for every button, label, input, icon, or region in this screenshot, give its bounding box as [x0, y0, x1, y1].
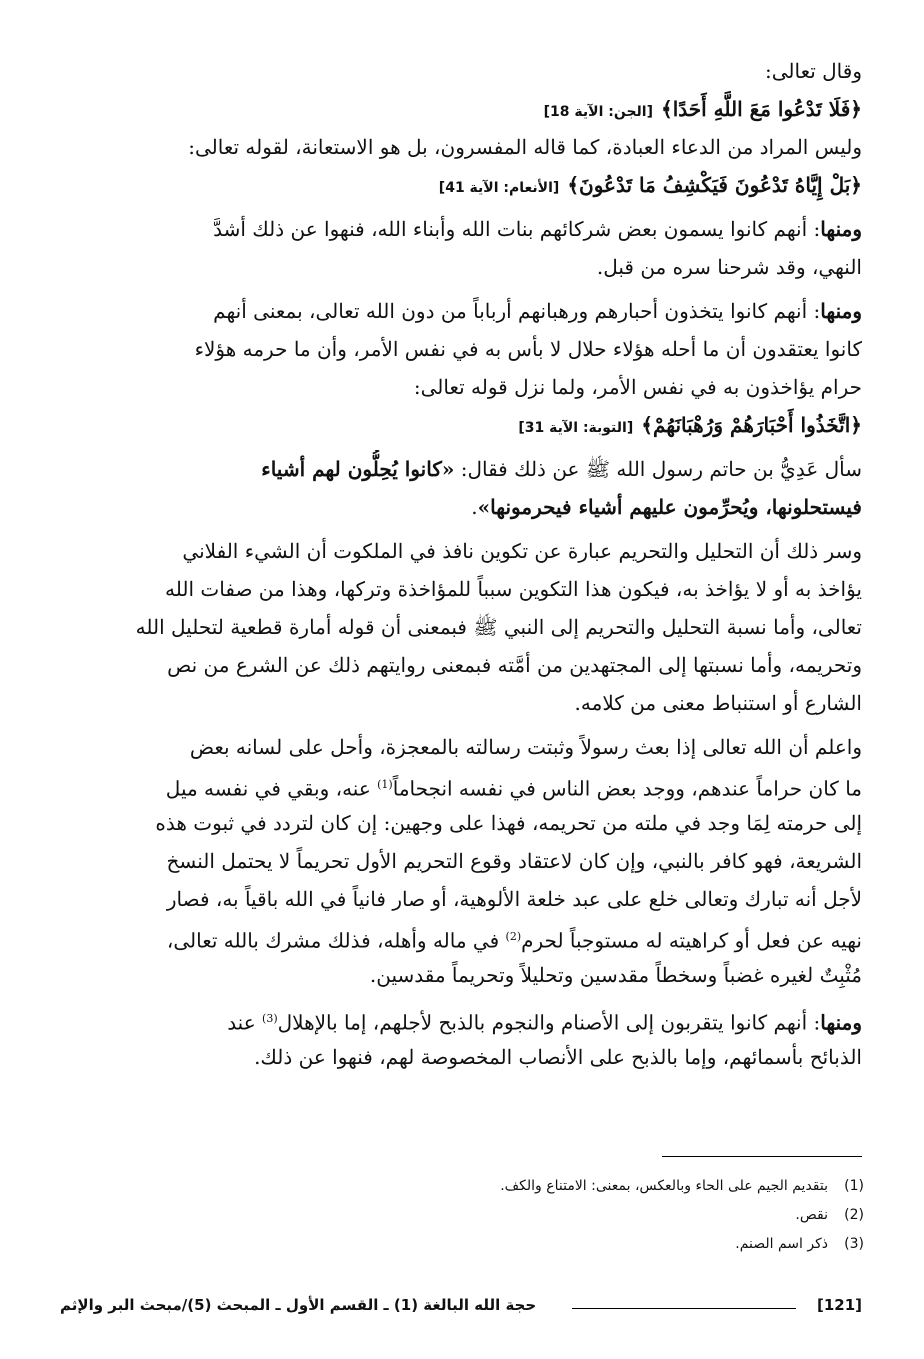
- text-segment: كانوا يعتقدون أن ما أحله هؤلاء حلال لا بأس به في نفس الأمر، وأن ما حرمه هؤلاء: [194, 337, 862, 361]
- text-segment: عنه، وبقي في نفسه ميل: [165, 776, 378, 801]
- footnote-marker: (2): [505, 930, 522, 943]
- text-line: [66, 918, 862, 956]
- text-segment: إلى حرمته لِمَا وجد في ملته من تحريمه، فهذا على وجهين: إن كان لتردد في ثبوت هذه: [155, 811, 862, 835]
- footnote-text: نقص.: [795, 1207, 828, 1223]
- text-segment: : أنهم كانوا يسمون بعض شركائهم بنات الله وأبناء الله، فنهوا عن ذلك أشدَّ: [213, 217, 821, 241]
- text-segment: في ماله وأهله، فذلك مشرك بالله تعالى،: [166, 928, 506, 953]
- text-segment: النهي، وقد شرحنا سره من قبل.: [596, 255, 862, 279]
- text-segment: «كانوا يُحِلُّون لهم أشياء: [261, 457, 455, 481]
- verse-reference: [الأنعام: الآية 41]: [438, 180, 560, 196]
- page-number: [121]: [816, 1296, 862, 1314]
- text-line: [66, 330, 862, 368]
- text-line: [66, 804, 862, 842]
- text-segment: وسر ذلك أن التحليل والتحريم عبارة عن تكوين نافذ في الملكوت أن الشيء الفلاني: [182, 539, 862, 563]
- section-lead: ومنها: [820, 217, 862, 241]
- text-line: [66, 532, 862, 570]
- text-line: [66, 292, 862, 330]
- text-segment: سأل عَدِيُّ بن حاتم رسول الله ﷺ عن ذلك فقال:: [454, 457, 862, 481]
- section-lead: ومنها: [820, 299, 862, 323]
- text-line: [66, 166, 862, 204]
- text-line: [66, 1000, 862, 1038]
- text-line: [66, 646, 862, 684]
- running-head: حجة الله البالغة (1) ـ القسم الأول ـ المبحث (5)/مبحث البر والإثم: [60, 1296, 537, 1314]
- text-segment: .: [471, 495, 478, 519]
- text-segment: فيستحلونها، ويُحرِّمون عليهم أشياء فيحرمونها»: [477, 495, 862, 519]
- section-lead: ومنها: [820, 1010, 862, 1035]
- text-segment: يؤاخذ به أو لا يؤاخذ به، فيكون هذا التكوين سبباً للمؤاخذة وتركها، وهذا من صفات الله: [165, 577, 862, 601]
- text-segment: عند: [227, 1010, 263, 1035]
- text-line: [66, 766, 862, 804]
- footnote: [64, 1201, 864, 1230]
- text-segment: حرام يؤاخذون به في نفس الأمر، ولما نزل قوله تعالى:: [413, 375, 862, 399]
- text-line: [66, 570, 862, 608]
- text-line: [66, 90, 862, 128]
- text-line: [66, 684, 862, 722]
- footnote-number: (2): [844, 1207, 864, 1223]
- footnote: [64, 1172, 864, 1201]
- text-segment: الشريعة، فهو كافر بالنبي، وإن كان لاعتقاد وقوع التحريم الأول تحريماً لا يحتمل النسخ: [166, 849, 862, 873]
- quran-verse: ﴿اتَّخَذُوا أَحْبَارَهُمْ وَرُهْبَانَهُمْ﴾: [641, 413, 862, 437]
- text-segment: مُثْبِتٌ لغيره غضباً وسخطاً مقدسين وتحليلاً وتحريماً مقدسين.: [369, 963, 862, 987]
- text-line: [66, 842, 862, 880]
- footnote-number: (3): [844, 1236, 864, 1252]
- text-line: [66, 880, 862, 918]
- text-segment: الشارع أو استنباط معنى من كلامه.: [574, 691, 862, 715]
- text-segment: لأجل أنه تبارك وتعالى خلع على عبد خلعة الألوهية، أو صار فانياً في الله باقياً به، فصار: [166, 887, 862, 911]
- text-line: [66, 956, 862, 994]
- text-segment: وقال تعالى:: [764, 59, 862, 83]
- text-line: [66, 450, 862, 488]
- text-line: [66, 52, 862, 90]
- footnote-number: (1): [844, 1178, 864, 1194]
- verse-reference: [الجن: الآية 18]: [543, 104, 653, 120]
- footnote: [64, 1230, 864, 1259]
- text-line: [66, 1038, 862, 1076]
- text-segment: : أنهم كانوا يتخذون أحبارهم ورهبانهم أرباباً من دون الله تعالى، بمعنى أنهم: [213, 299, 821, 323]
- page-footer: [60, 1296, 862, 1326]
- verse-reference: [التوبة: الآية 31]: [518, 420, 634, 436]
- page-body: [66, 52, 862, 1076]
- text-segment: وليس المراد من الدعاء العبادة، كما قاله المفسرون، بل هو الاستعانة، لقوله تعالى:: [188, 135, 862, 159]
- text-line: [66, 210, 862, 248]
- text-segment: وتحريمه، وأما نسبتها إلى المجتهدين من أمَّته فبمعنى روايتهم ذلك عن الشرع من نص: [167, 653, 862, 677]
- text-segment: نهيه عن فعل أو كراهيته له مستوجباً لحرم: [521, 928, 862, 953]
- text-segment: ما كان حراماً عندهم، ووجد بعض الناس في نفسه انجحاماً: [392, 776, 862, 801]
- text-segment: الذبائح بأسمائهم، وإما بالذبح على الأنصاب المخصوصة لهم، فنهوا عن ذلك.: [254, 1045, 862, 1069]
- footnote-marker: (3): [262, 1012, 278, 1025]
- text-line: [66, 128, 862, 166]
- quran-verse: ﴿فَلَا تَدْعُوا مَعَ اللَّهِ أَحَدًا﴾: [661, 97, 862, 121]
- text-segment: : أنهم كانوا يتقربون إلى الأصنام والنجوم بالذبح لأجلهم، إما بالإهلال: [277, 1010, 821, 1035]
- text-line: [66, 608, 862, 646]
- text-line: [66, 248, 862, 286]
- footnote-text: بتقديم الجيم على الحاء وبالعكس، بمعنى: الامتناع والكف.: [500, 1178, 828, 1194]
- text-segment: واعلم أن الله تعالى إذا بعث رسولاً وثبتت رسالته بالمعجزة، وأحل على لسانه بعض: [189, 735, 862, 759]
- footer-divider: [572, 1308, 796, 1309]
- footnotes: [64, 1172, 864, 1259]
- quran-verse: ﴿بَلْ إِيَّاهُ تَدْعُونَ فَيَكْشِفُ مَا تَدْعُونَ﴾: [567, 173, 862, 197]
- text-line: [66, 406, 862, 444]
- text-line: [66, 488, 862, 526]
- text-line: [66, 368, 862, 406]
- footnote-text: ذكر اسم الصنم.: [735, 1236, 828, 1252]
- text-segment: تعالى، وأما نسبة التحليل والتحريم إلى النبي ﷺ فبمعنى أن قوله أمارة قطعية لتحليل الله: [135, 615, 862, 639]
- footnote-marker: (1): [377, 778, 393, 791]
- footnote-divider: [662, 1156, 862, 1157]
- text-line: [66, 728, 862, 766]
